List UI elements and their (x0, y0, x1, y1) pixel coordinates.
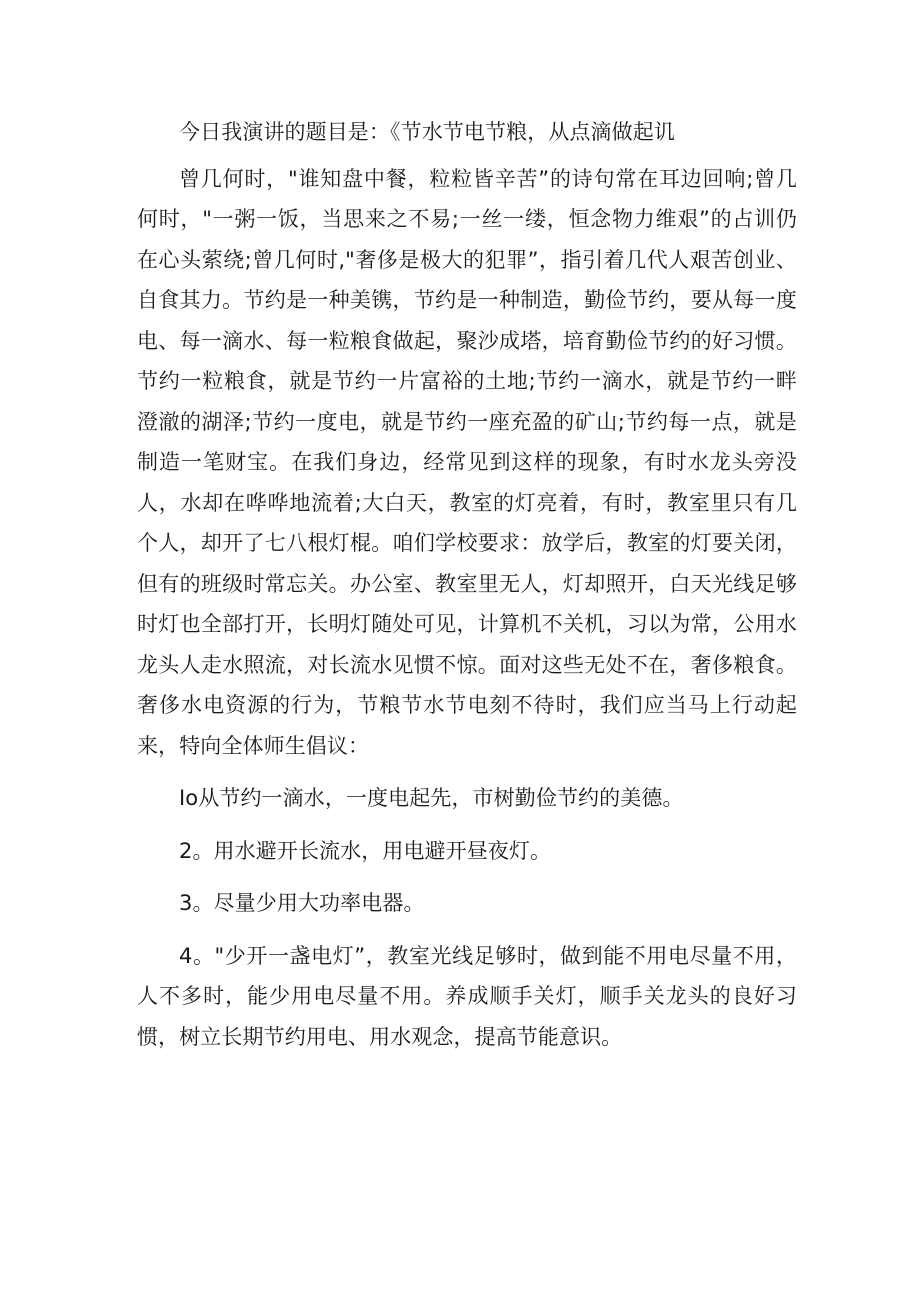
body-paragraph: 曾几何时，"谁知盘中餐，粒粒皆辛苦”的诗句常在耳边回响;曾几何时，"一粥一饭，当思来之不易;一丝一缕，恒念物力维艰”的占训仍在心头萦绕;曾几何时,"奢侈是极大的犯罪”，指引着几代人艰苦创业、自食其力。节约是一种美镌，节约是一种制造，勤俭节约，要从每一度电、每一滴水、每一粒粮食做起，聚沙成塔，培育勤俭节约的好习惯。节约一粒粮食，就是节约一片富裕的土地;节约一滴水，就是节约一畔澄澈的湖泽;节约一度电，就是节约一座充盈的矿山;节约每一点，就是制造一笔财宝。在我们身边，经常见到这样的现象，有时水龙头旁没人，水却在哗哗地流着;大白天，教室的灯亮着，有时，教室里只有几个人，却开了七八根灯棍。咱们学校要求：放学后，教室的灯要关闭，但有的班级时常忘关。办公室、教室里无人，灯却照开，白天光线足够时灯也全部打开，长明灯随处可见，计算机不关机，习以为常，公用水龙头人走水照流，对长流水见惯不惊。面对这些无处不在，奢侈粮食。奢侈水电资源的行为，节粮节水节电刻不待时，我们应当马上行动起来，特向全体师生倡议： (137, 166, 797, 758)
proposal-item-1: Io从节约一滴水，一度电起先，市树勤俭节约的美德。 (179, 786, 684, 810)
document-content (137, 112, 797, 1057)
proposal-item-2: 2。用水避开长流水，用电避开昼夜灯。 (179, 838, 552, 863)
speech-title-line: 今日我演讲的题目是：《节水节电节粮，从点滴做起讥 (179, 120, 675, 144)
proposal-item-3: 3。尽量少用大功率电器。 (179, 891, 425, 915)
proposal-item-4: 4。"少开一盏电灯”，教室光线足够时，做到能不用电尽量不用，人不多时，能少用电尽量不用。养成顺手关灯，顺手关龙头的良好习惯，树立长期节约用电、用水观念，提高节能意识。 (137, 943, 797, 1049)
